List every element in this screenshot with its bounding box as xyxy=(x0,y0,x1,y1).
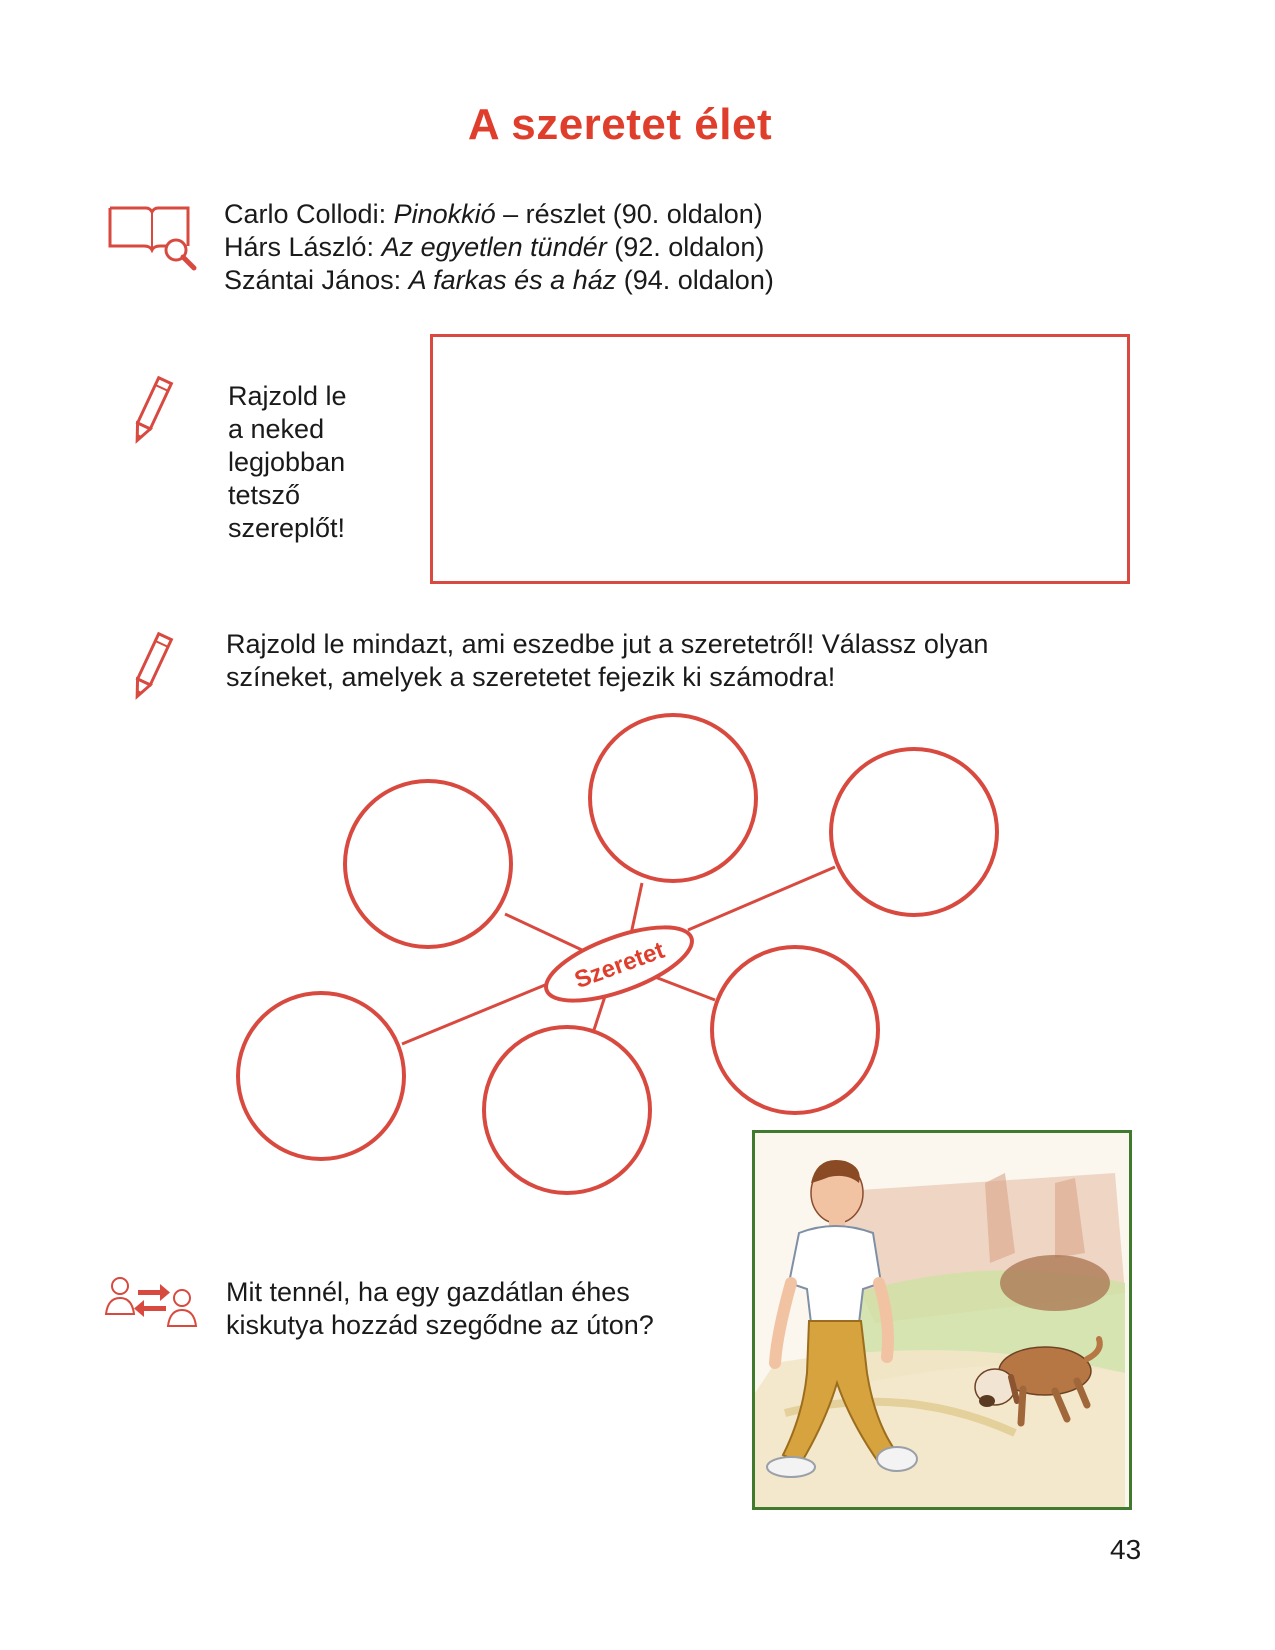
reading-author: Carlo Collodi: xyxy=(224,199,387,229)
illustration-drawing xyxy=(755,1133,1129,1507)
mind-map-bubble[interactable] xyxy=(238,993,404,1159)
pencil-icon xyxy=(128,630,176,704)
question-line: kiskutya hozzád szegődne az úton? xyxy=(226,1310,654,1340)
mind-map-bubble[interactable] xyxy=(484,1027,650,1193)
mind-map-bubble[interactable] xyxy=(590,715,756,881)
draw-character-instruction xyxy=(228,380,347,545)
mind-map-connector xyxy=(505,914,582,950)
mind-map-bubble[interactable] xyxy=(712,947,878,1113)
reading-work: Pinokkió xyxy=(393,199,496,229)
pair-exchange-icon xyxy=(104,1270,200,1330)
instruction-line: színeket, amelyek a szeretetet fejezik ki számodra! xyxy=(226,662,836,692)
reading-item xyxy=(224,231,774,264)
instruction-line: Rajzold le xyxy=(228,381,347,411)
instruction-line: Rajzold le mindazt, ami eszedbe jut a szeretetről! Válassz olyan xyxy=(226,629,989,659)
drawing-box[interactable] xyxy=(430,334,1130,584)
instruction-line: tetsző xyxy=(228,480,301,510)
page-number: 43 xyxy=(1110,1534,1142,1565)
instruction-line: szereplőt! xyxy=(228,513,346,543)
reading-work: Az egyetlen tündér xyxy=(381,232,607,262)
mind-map-connector xyxy=(655,977,715,1000)
reading-page: (92. oldalon) xyxy=(606,232,765,262)
reading-page: (94. oldalon) xyxy=(616,265,774,295)
mind-map-bubble[interactable] xyxy=(345,781,511,947)
mind-map-connector xyxy=(688,867,835,930)
instruction-line: a neked xyxy=(228,414,325,444)
book-magnifier-icon xyxy=(106,200,198,272)
question-line: Mit tennél, ha egy gazdátlan éhes xyxy=(226,1277,630,1307)
mind-map-bubble[interactable] xyxy=(831,749,997,915)
reading-page: – részlet (90. oldalon) xyxy=(495,199,763,229)
reading-work: A farkas és a ház xyxy=(408,265,617,295)
boy-and-dog-illustration xyxy=(752,1130,1132,1510)
mind-map-connector xyxy=(402,985,545,1044)
instruction-line: legjobban xyxy=(228,447,346,477)
reading-item xyxy=(224,198,774,231)
mind-map-center-label: Szeretet xyxy=(571,936,669,995)
discussion-question xyxy=(226,1276,654,1342)
pencil-icon xyxy=(128,374,176,448)
page-title: A szeretet élet xyxy=(467,100,773,149)
reading-author: Szántai János: xyxy=(224,265,402,295)
reading-item xyxy=(224,264,774,297)
draw-love-instruction xyxy=(226,628,988,694)
reading-author: Hárs László: xyxy=(224,232,375,262)
reading-list xyxy=(224,198,774,297)
